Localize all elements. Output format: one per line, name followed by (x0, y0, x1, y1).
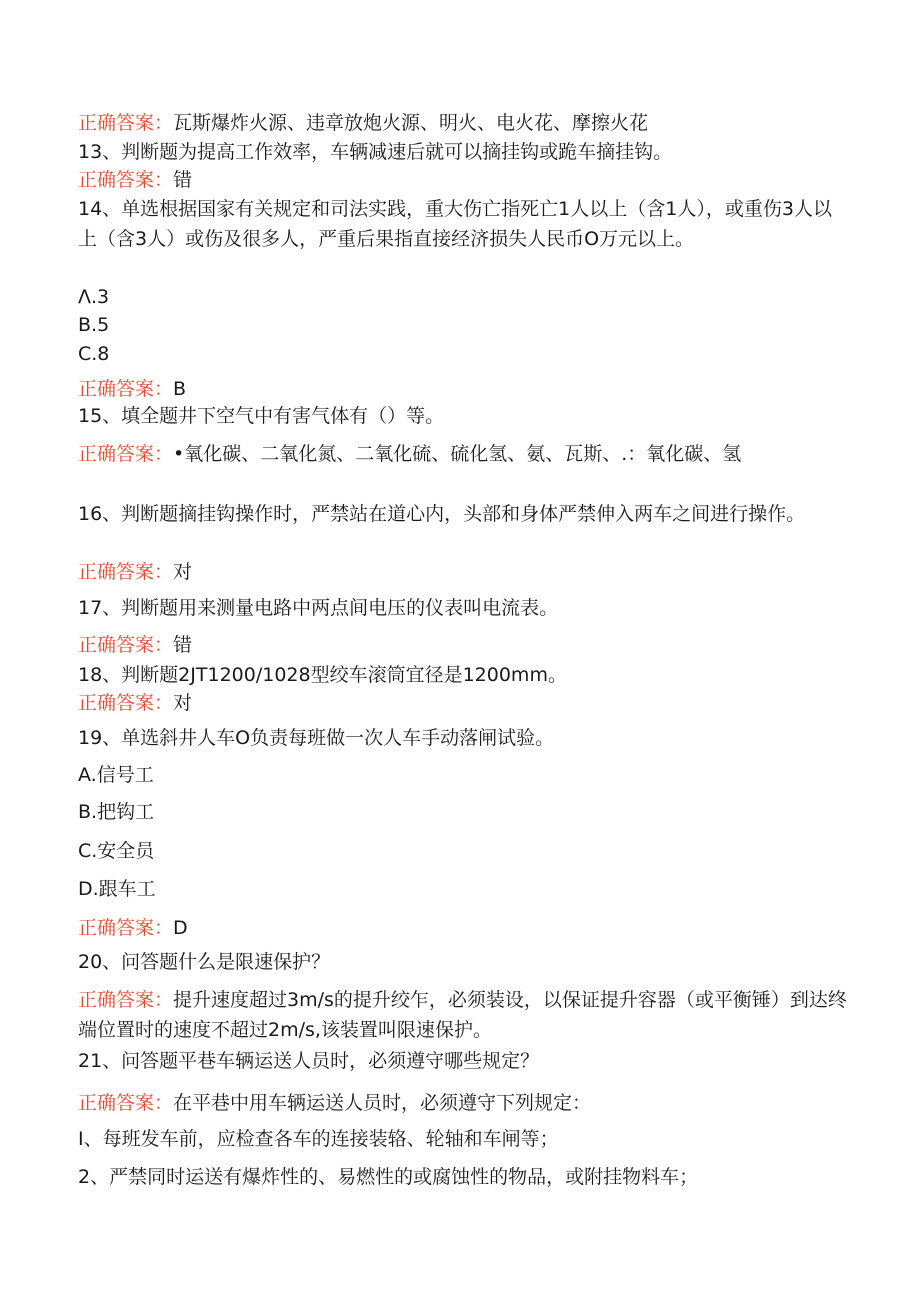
answer-text: 对 (173, 692, 193, 714)
answer-label: 正确答案： (78, 692, 174, 714)
answer-line (78, 985, 848, 1045)
answer-line (78, 557, 848, 587)
answer-text: 在平巷中用车辆运送人员时，必须遵守下列规定： (173, 1092, 592, 1114)
answer-text: •氧化碳、二氧化氮、二氧化硫、硫化氢、氨、瓦斯、.：氧化碳、氢 (173, 443, 742, 465)
answer-label: 正确答案： (78, 378, 174, 400)
answer-label: 正确答案： (78, 917, 174, 939)
answer-text: B (173, 378, 187, 400)
answer-line (78, 108, 848, 138)
option-c: C.8 (78, 343, 110, 365)
answer-line (78, 1088, 848, 1118)
option-d: D.跟车工 (78, 878, 156, 900)
answer-line (78, 165, 848, 195)
question-13: 13、判断题为提高工作效率，车辆减速后就可以摘挂钩或跪车摘挂钩。 (78, 141, 673, 163)
answer-text: D (173, 917, 188, 939)
answer-line (78, 630, 848, 660)
option-b: B.5 (78, 314, 110, 336)
option-c: C.安全员 (78, 840, 155, 862)
answer-text: 错 (173, 634, 193, 656)
option-b: B.把钩工 (78, 801, 155, 823)
answer-text: 对 (173, 561, 193, 583)
answer-label: 正确答案： (78, 634, 174, 656)
question-15: 15、填全题井下空气中有害气体有（）等。 (78, 405, 445, 427)
question-19: 19、单选斜井人车O负责每班做一次人车手动落闸试验。 (78, 727, 555, 749)
option-a: Λ.3 (78, 286, 110, 308)
answer-text: 瓦斯爆炸火源、违章放炮火源、明火、电火花、摩擦火花 (173, 112, 649, 134)
answer-line (78, 688, 848, 718)
answer-list-item: 2、严禁同时运送有爆炸性的、易燃性的或腐蚀性的物品，或附挂物料车； (78, 1166, 699, 1188)
question-16: 16、判断题摘挂钩操作时，严禁站在道心内，头部和身体严禁伸入两车之间进行操作。 (78, 503, 806, 525)
answer-label: 正确答案： (78, 989, 174, 1011)
question-18: 18、判断题2JT1200/1028型绞车滚筒宜径是1200mm。 (78, 664, 567, 686)
option-a: A.信号工 (78, 764, 154, 786)
question-17: 17、判断题用来测量电路中两点间电压的仪表叫电流表。 (78, 597, 559, 619)
answer-line (78, 374, 848, 404)
answer-label: 正确答案： (78, 112, 174, 134)
answer-text: 提升速度超过3m∕s的提升绞乍，必须装设，以保证提升容器（或平衡锤）到达终端位置时的速度不超过2m∕s,该装置叫限速保护。 (78, 989, 847, 1041)
answer-text: 错 (173, 169, 193, 191)
answer-label: 正确答案： (78, 561, 174, 583)
question-14: 14、单选根据国家有关规定和司法实践，重大伤亡指死亡1人以上（含1人），或重伤3人以上（含3人）或伤及很多人，严重后果指直接经济损失人民币O万元以上。 (78, 198, 832, 250)
answer-label: 正确答案： (78, 169, 174, 191)
answer-list-item: I、每班发车前，应检查各车的连接装辂、轮轴和车闸等； (78, 1128, 559, 1150)
answer-line (78, 913, 848, 943)
answer-label: 正确答案： (78, 1092, 174, 1114)
answer-line (78, 439, 848, 469)
question-20: 20、问答题什么是限速保护？ (78, 951, 331, 973)
answer-label: 正确答案： (78, 443, 174, 465)
question-21: 21、问答题平巷车辆运送人员时，必须遵守哪些规定？ (78, 1050, 540, 1072)
